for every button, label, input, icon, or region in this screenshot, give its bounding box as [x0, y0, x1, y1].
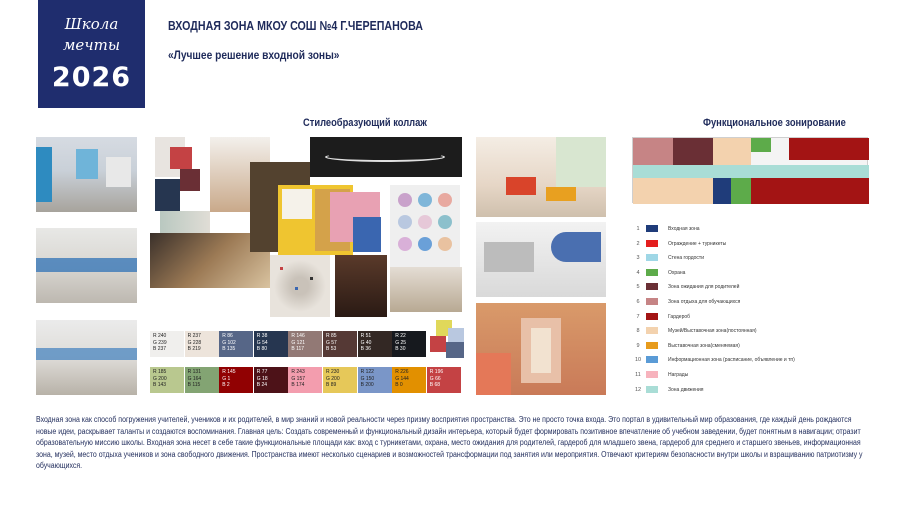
description-text: Входная зона как способ погружения учителей, учеников и их родителей, в мир знаний и новой реальности через призму восприятия пространства. Это не просто точка входа. Это портал в удивительный мир образования, где каждый день рождаются новые идеи, раскрывает таланты и создаются воспоминания. Главная цель: Создать современный и функциональный дизайн интерьера, который будет формировать позитивное впечатление об учебном заведении, будет понятным в навигации; отразит образовательную миссию школы. Входная зона несет в себе такие функциональные площади как: вход с турникетами, охрана, место ожидания для родителей, гардероб для младшего звена, гардероб для среднего и старшего звеньев, информационная зона, музей, место отдыха учеников и зона свободного движения. Пространства имеют несколько сценариев и возможностей трансформации под занятия или мероприятия. Отвечают критериям безопасности внутри школы и взращиванию патриотизму у обучающихся.: [36, 415, 863, 470]
legend-number: 2: [636, 240, 640, 247]
legend-item: [634, 268, 874, 278]
color-swatch: R 77 G 18 B 24: [254, 367, 288, 393]
legend-number: 7: [636, 313, 640, 320]
color-swatch: R 86 G 102 B 135: [219, 331, 253, 357]
palette-accent-blocks: [428, 320, 468, 362]
legend-color-box: [646, 342, 658, 349]
legend-item: [634, 326, 874, 336]
color-swatch: R 196 G 66 B 68: [427, 367, 461, 393]
color-swatch: R 122 G 150 B 200: [358, 367, 392, 393]
page-title: ВХОДНАЯ ЗОНА МКОУ СОШ №4 Г.ЧЕРЕПАНОВА: [168, 18, 423, 33]
legend-color-box: [646, 254, 658, 261]
legend-color-box: [646, 240, 658, 247]
color-swatch: R 131 G 164 B 115: [185, 367, 219, 393]
legend-number: 6: [636, 299, 640, 305]
legend-number: 4: [636, 269, 640, 276]
color-swatch: R 146 G 121 B 117: [288, 331, 322, 357]
color-swatch: R 185 G 200 B 143: [150, 367, 184, 393]
legend-label: Зона ожидания для родителей: [668, 284, 740, 291]
legend-number: 8: [636, 328, 640, 335]
legend-item: [634, 312, 874, 322]
zoning-heading: Функциональное зонирование: [703, 117, 846, 129]
color-swatch: R 51 G 40 B 36: [358, 331, 392, 357]
legend-label: Выставочная зона(сменяемая): [668, 342, 740, 349]
legend-label: Входная зона: [668, 226, 700, 232]
legend-item: [634, 385, 874, 395]
legend-color-box: [646, 386, 658, 393]
legend-number: 3: [636, 255, 640, 262]
photo-reference-3: [476, 303, 606, 395]
legend-number: 10: [634, 357, 642, 364]
color-swatch: R 240 G 239 B 237: [150, 331, 184, 357]
legend-item: [634, 370, 874, 380]
legend-item: [634, 224, 874, 234]
legend-label: Стена гордости: [668, 255, 704, 262]
photo-current-hall-1: [36, 137, 137, 212]
logo-line-1: Школа: [64, 15, 119, 33]
legend-color-box: [646, 269, 658, 276]
legend-color-box: [646, 327, 658, 334]
legend-label: Зона отдыха для обучающихся: [668, 299, 741, 305]
legend-label: Информационная зона (расписание, объявление и тп): [668, 357, 795, 364]
legend-item: [634, 341, 874, 351]
page-subtitle: «Лучшее решение входной зоны»: [168, 48, 340, 62]
logo: [38, 0, 145, 108]
legend-item: [634, 355, 874, 365]
color-swatch: R 237 G 228 B 219: [185, 331, 219, 357]
color-swatch: R 243 G 157 B 174: [288, 367, 322, 393]
photo-reference-1: [476, 137, 606, 217]
legend-item: [634, 297, 874, 307]
legend-color-box: [646, 283, 658, 290]
color-swatch: R 145 G 1 B 2: [219, 367, 253, 393]
collage-heading: Стилеобразующий коллаж: [303, 117, 427, 129]
legend-item: [634, 253, 874, 263]
legend-label: Ограждение + турникеты: [668, 240, 727, 247]
legend-label: Награды: [668, 372, 689, 378]
color-swatch: R 22 G 25 B 30: [392, 331, 426, 357]
photo-reference-2: [476, 222, 606, 297]
legend-label: Охрана: [668, 269, 686, 276]
color-swatch: R 226 G 144 B 0: [392, 367, 426, 393]
color-swatch: R 38 G 54 B 80: [254, 331, 288, 357]
style-collage: [150, 137, 462, 327]
legend-number: 1: [636, 226, 640, 232]
legend-label: Зона движения: [668, 386, 704, 393]
legend-color-box: [646, 356, 658, 363]
legend-item: [634, 239, 874, 249]
photo-current-hall-2: [36, 228, 137, 303]
photo-current-hall-3: [36, 320, 137, 395]
logo-line-2: мечты: [62, 36, 121, 54]
legend-number: 12: [634, 386, 642, 393]
legend-number: 9: [636, 342, 640, 349]
legend-item: [634, 282, 874, 292]
legend-color-box: [646, 313, 658, 320]
zoning-floor-plan: [632, 137, 868, 203]
color-swatch: R 85 G 57 B 53: [323, 331, 357, 357]
logo-year: 2026: [51, 62, 132, 93]
legend-color-box: [646, 225, 658, 232]
legend-color-box: [646, 298, 658, 305]
legend-label: Гардероб: [668, 313, 690, 320]
color-swatch: R 230 G 200 B 89: [323, 367, 357, 393]
legend-number: 5: [636, 284, 640, 291]
legend-color-box: [646, 371, 658, 378]
legend-number: 11: [635, 372, 641, 378]
legend-label: Музей/Выставочная зона(постоянная): [668, 328, 757, 335]
